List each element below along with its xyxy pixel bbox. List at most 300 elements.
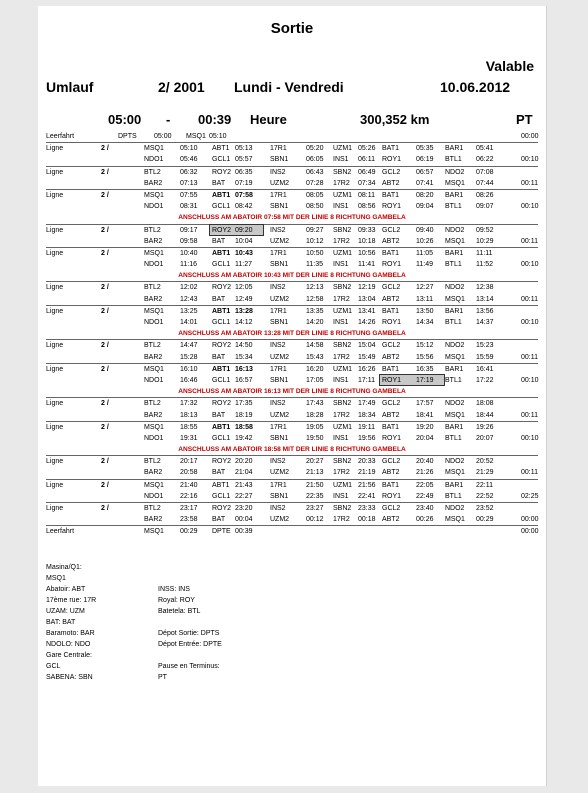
stop-time: 06:19 [416, 156, 434, 164]
legend-entry: PT [158, 674, 167, 681]
line-number: 2 / [101, 226, 109, 234]
stop-code: UZM1 [333, 481, 353, 489]
stop-code: ROY2 [212, 284, 232, 292]
stop-code: GCL2 [382, 458, 401, 466]
stop-code: NDO1 [144, 492, 164, 500]
legend-entry: Royal: ROY [158, 597, 195, 604]
stop-time: 11:49 [416, 261, 433, 269]
stop-time: 17:43 [306, 400, 324, 408]
stop-code: ABT1 [212, 481, 230, 489]
legend-entry: UZAM: UZM [46, 608, 85, 615]
stop-code: 17R1 [270, 423, 287, 431]
legend-entry: GCL [46, 663, 61, 670]
stop-time: 13:14 [476, 295, 494, 303]
stop-time: 05:41 [476, 145, 494, 153]
stop-time: 08:05 [306, 191, 324, 199]
stop-time: 13:35 [306, 307, 324, 315]
legend-entry: Batetela: BTL [158, 608, 201, 615]
stop-time: 21:19 [358, 469, 376, 477]
trip-row [46, 422, 538, 433]
stop-time: 08:11 [358, 191, 375, 199]
stop-time: 13:25 [180, 307, 198, 315]
heure-label: Heure [250, 112, 287, 127]
stop-code: GCL1 [212, 492, 231, 500]
stop-time: 07:44 [476, 179, 494, 187]
stop-time: 12:13 [306, 284, 324, 292]
stop-code: UZM1 [333, 145, 353, 153]
stop-time: 07:13 [180, 179, 198, 187]
stop-code: BAT [212, 237, 226, 245]
trip-row [46, 456, 538, 467]
trip-row [46, 236, 538, 248]
umlauf-label: Umlauf [46, 79, 94, 95]
stop-code: INS2 [270, 400, 286, 408]
stop-code: 17R1 [270, 145, 287, 153]
stop-time: 00:29 [476, 516, 494, 524]
stop-code: SBN2 [333, 168, 352, 176]
stop-time: 19:50 [306, 434, 324, 442]
stop-time: 18:13 [180, 411, 198, 419]
stop-code: 17R2 [333, 237, 350, 245]
stop-code: BAR2 [144, 237, 163, 245]
stop-time: 17:35 [235, 400, 253, 408]
stop-time: 21:40 [180, 481, 198, 489]
stop-time: 23:52 [476, 505, 494, 512]
stop-code: NDO1 [144, 203, 164, 211]
start-time: 05:00 [108, 112, 142, 127]
trip-row [46, 190, 538, 201]
stop-time: 22:16 [180, 492, 198, 500]
trip-row [46, 480, 538, 491]
stop-time: 12:19 [358, 284, 376, 292]
stop-time: 00:39 [235, 528, 253, 536]
stop-time: 11:05 [416, 249, 433, 257]
stop-code: 17R1 [270, 307, 287, 315]
end-time: 00:39 [198, 112, 232, 127]
stop-code: ABT1 [212, 307, 231, 315]
pt-value: 00:10 [521, 156, 539, 164]
total-km: 300,352 km [360, 112, 430, 127]
stop-code: INS2 [270, 505, 286, 512]
stop-code: BAR2 [144, 179, 163, 187]
stop-time: 21:26 [416, 469, 434, 477]
stop-code: ROY1 [382, 492, 402, 500]
stop-code: SBN2 [333, 284, 352, 292]
stop-time: 15:23 [476, 342, 494, 350]
stop-code: INS1 [333, 376, 349, 384]
stop-code: ABT2 [382, 237, 400, 245]
stop-code: UZM2 [270, 353, 290, 361]
stop-time: 12:58 [306, 295, 324, 303]
stop-code: SBN2 [333, 342, 352, 350]
line-number: 2 / [101, 505, 109, 512]
stop-code: INS2 [270, 226, 286, 234]
stop-code: NDO2 [445, 168, 465, 176]
stop-code: MSQ1 [144, 423, 164, 431]
line-number: 2 / [101, 481, 109, 489]
stop-time: 21:29 [476, 469, 494, 477]
legend-entry: 17ème rue: 17R [46, 597, 97, 604]
stop-time: 19:31 [180, 434, 198, 442]
stop-time: 07:34 [358, 179, 376, 187]
stop-code: ROY1 [382, 261, 402, 269]
stop-time: 11:27 [235, 261, 252, 269]
stop-time: 17:49 [358, 400, 376, 408]
line-number: 2 / [101, 284, 109, 292]
stop-time: 14:34 [416, 319, 434, 326]
stop-time: 06:11 [358, 156, 375, 164]
stop-code: INS1 [333, 203, 349, 211]
trip-row [46, 491, 538, 503]
stop-time: 00:26 [416, 516, 434, 524]
stop-time: 21:50 [306, 481, 324, 489]
legend-entry: Gare Centrale: [46, 652, 92, 659]
stop-code: MSQ1 [144, 249, 164, 257]
stop-time: 22:49 [416, 492, 434, 500]
stop-time: 05:46 [180, 156, 198, 164]
stop-code: UZM1 [333, 307, 353, 315]
line-number: 2 / [101, 168, 109, 176]
pt-value: 00:00 [521, 516, 539, 524]
trip-row [46, 514, 538, 526]
pt-value: 00:10 [521, 434, 539, 442]
stop-code: UZM1 [333, 423, 353, 431]
stop-time: 10:40 [180, 249, 198, 257]
stop-code: BTL1 [445, 376, 462, 384]
stop-time: 17:05 [306, 376, 324, 384]
pt-header: PT [516, 112, 533, 127]
stop-code: BAT [212, 353, 226, 361]
stop-time: 15:59 [476, 353, 494, 361]
stop-code: UZM2 [270, 237, 290, 245]
stop-code: MSQ1 [144, 481, 164, 489]
stop-time: 23:27 [306, 505, 324, 512]
stop-code: NDO2 [445, 505, 465, 512]
stop-code: INS1 [333, 261, 349, 269]
stop-code: ABT2 [382, 179, 400, 187]
line-number: 2 / [101, 307, 109, 315]
stop-time: 22:05 [416, 481, 434, 489]
stop-code: BAR2 [144, 516, 163, 524]
stop-time: 13:50 [416, 307, 434, 315]
stop-time: 00:04 [235, 516, 253, 524]
stop-time: 21:56 [358, 481, 376, 489]
stop-code: INS2 [270, 458, 286, 466]
stop-code: ABT1 [212, 145, 230, 153]
stop-time: 20:33 [358, 458, 376, 466]
stop-code: GCL2 [382, 168, 401, 176]
stop-time: 16:26 [358, 365, 376, 373]
stop-time: 18:55 [180, 423, 198, 431]
stop-code: NDO2 [445, 458, 465, 466]
stop-code: GCL1 [212, 156, 231, 164]
stop-time: 10:43 [235, 249, 253, 257]
stop-time: 05:26 [358, 145, 376, 153]
stop-code: ABT2 [382, 411, 400, 419]
stop-code: MSQ1 [186, 133, 206, 140]
stop-code: BAR2 [144, 411, 163, 419]
umlauf-number: 2/ 2001 [158, 79, 205, 95]
pt-value: 02:25 [521, 492, 539, 500]
stop-time: 23:33 [358, 505, 376, 512]
stop-code: BAT1 [382, 249, 399, 257]
row-label: Leerfahrt [46, 528, 75, 536]
pt-value: 00:11 [521, 179, 538, 187]
stop-time: 13:11 [416, 295, 433, 303]
stop-time: 19:42 [235, 434, 253, 442]
stop-time: 09:20 [235, 226, 253, 234]
legend-entry: BAT: BAT [46, 619, 76, 626]
stop-code: NDO2 [445, 226, 465, 234]
stop-time: 11:41 [358, 261, 375, 269]
stop-code: ABT2 [382, 353, 400, 361]
stop-code: GCL2 [382, 342, 401, 350]
stop-time: 10:29 [476, 237, 494, 245]
stop-time: 14:26 [358, 319, 376, 326]
valid-date: 10.06.2012 [440, 79, 511, 95]
stop-time: 21:13 [306, 469, 324, 477]
stop-code: SBN1 [270, 492, 289, 500]
valable-label: Valable [485, 58, 534, 74]
legend-entry: Dépot Entrée: DPTE [158, 641, 222, 648]
stop-code: NDO1 [144, 319, 164, 326]
stop-code: BAR1 [445, 191, 464, 199]
stop-code: GCL2 [382, 505, 401, 512]
stop-time: 22:41 [358, 492, 376, 500]
stop-code: BAR2 [144, 469, 163, 477]
stop-time: 08:42 [235, 203, 253, 211]
stop-code: ABT1 [212, 423, 231, 431]
row-label: Ligne [46, 365, 64, 373]
stop-time: 13:04 [358, 295, 376, 303]
stop-code: MSQ1 [445, 179, 465, 187]
pt-value: 00:11 [521, 411, 538, 419]
line-number: 2 / [101, 249, 109, 257]
stop-code: BAT1 [382, 307, 399, 315]
stop-time: 09:52 [476, 226, 494, 234]
stop-time: 08:20 [416, 191, 434, 199]
trip-row [46, 282, 538, 293]
stop-code: 17R2 [333, 469, 350, 477]
legend-entry: Masina/Q1: [46, 564, 82, 571]
stop-time: 08:50 [306, 203, 324, 211]
legend-entry [158, 650, 222, 661]
stop-time: 09:04 [416, 203, 434, 211]
timetable-sheet [38, 6, 547, 786]
connection-notice: ANSCHLUSS AM ABATOIR 16:13 MIT DER LINIE 8 RICHTUNG GAMBELA [46, 386, 538, 398]
stop-code: GCL2 [382, 226, 401, 234]
stop-code: GCL1 [212, 434, 231, 442]
stop-time: 06:57 [416, 168, 434, 176]
trip-row [46, 352, 538, 364]
stop-code: GCL1 [212, 376, 231, 384]
stop-code: GCL1 [212, 261, 231, 269]
stop-code: BTL2 [144, 168, 161, 176]
stop-code: BTL2 [144, 458, 161, 466]
stop-time: 11:16 [180, 261, 197, 269]
stop-code: ROY2 [212, 342, 232, 350]
connection-notice: ANSCHLUSS AM ABATOIR 13:28 MIT DER LINIE 8 RICHTUNG GAMBELA [46, 328, 538, 340]
stop-code: ROY2 [212, 226, 232, 234]
stop-code: MSQ1 [445, 411, 465, 419]
stop-time: 12:05 [235, 284, 253, 292]
stop-time: 00:12 [306, 516, 324, 524]
stop-time: 00:29 [180, 528, 198, 536]
stop-code: BAT [212, 516, 226, 524]
stop-code: SBN2 [333, 458, 352, 466]
stop-code: BTL1 [445, 203, 462, 211]
connection-notice: ANSCHLUSS AM ABATOIR 18:58 MIT DER LINIE 8 RICHTUNG GAMBELA [46, 444, 538, 456]
stop-time: 22:11 [476, 481, 493, 489]
stop-code: GCL2 [382, 284, 401, 292]
stop-code: UZM1 [333, 249, 353, 257]
legend-entry [158, 617, 222, 628]
stop-code: MSQ1 [144, 528, 164, 536]
stop-code: NDO1 [144, 434, 164, 442]
stop-code: ABT1 [212, 365, 231, 373]
stop-code: BAT1 [382, 191, 399, 199]
stop-code: UZM2 [270, 179, 290, 187]
stop-time: 20:17 [180, 458, 198, 466]
stop-time: 07:41 [416, 179, 434, 187]
trip-row [46, 340, 538, 351]
stop-time: 14:37 [476, 319, 494, 326]
stop-time: 06:32 [180, 168, 198, 176]
stop-code: SBN2 [333, 400, 352, 408]
stop-code: BAR1 [445, 249, 464, 257]
pt-value: 00:11 [521, 295, 538, 303]
stop-time: 11:11 [476, 249, 493, 257]
legend-entry: Abatoir: ABT [46, 586, 86, 593]
row-label: Ligne [46, 226, 64, 234]
stop-time: 16:46 [180, 376, 198, 384]
stop-time: 14:20 [306, 319, 324, 326]
connection-notice: ANSCHLUSS AM ABATOIR 10:43 MIT DER LINIE 8 RICHTUNG GAMBELA [46, 270, 538, 282]
stop-code: SBN1 [270, 156, 289, 164]
stop-time: 18:28 [306, 411, 324, 419]
trip-row [46, 433, 538, 444]
stop-time: 15:43 [306, 353, 324, 361]
stop-time: 12:27 [416, 284, 434, 292]
stop-time: 18:44 [476, 411, 494, 419]
stop-code: ABT1 [212, 191, 231, 199]
stop-code: ABT1 [212, 249, 231, 257]
stop-code: GCL1 [212, 319, 231, 326]
stop-time: 14:58 [306, 342, 324, 350]
stop-time: 07:19 [235, 179, 253, 187]
stop-time: 14:47 [180, 342, 198, 350]
stop-time: 09:17 [180, 226, 198, 234]
stop-code: ROY2 [212, 505, 232, 512]
stop-code: INS1 [333, 492, 349, 500]
stop-code: 17R2 [333, 411, 350, 419]
stop-code: BAT1 [382, 423, 399, 431]
legend-entry: Pause en Terminus: [158, 663, 220, 670]
stop-time: 17:32 [180, 400, 198, 408]
stop-code: MSQ1 [445, 516, 465, 524]
stop-time: 19:20 [416, 423, 434, 431]
pt-value: 00:11 [521, 469, 538, 477]
trip-row [46, 364, 538, 375]
stop-code: UZM2 [270, 469, 290, 477]
row-label: Ligne [46, 191, 64, 199]
time-dash: - [166, 112, 171, 127]
trip-row [46, 398, 538, 409]
stop-time: 11:35 [306, 261, 323, 269]
page-title: Sortie [270, 20, 314, 37]
stop-time: 23:40 [416, 505, 434, 512]
stop-time: 23:58 [180, 516, 198, 524]
row-label: Ligne [46, 458, 64, 466]
stop-code: BAT1 [382, 481, 399, 489]
stop-code: 17R2 [333, 295, 350, 303]
stop-time: 23:20 [235, 505, 253, 512]
stop-time: 17:22 [476, 376, 494, 384]
stop-time: 17:19 [416, 376, 434, 384]
stop-time: 22:27 [235, 492, 253, 500]
stop-code: GCL2 [382, 400, 401, 408]
stop-code: UZM1 [333, 365, 353, 373]
leerfahrt-row [46, 526, 538, 537]
stop-code: BTL2 [144, 284, 161, 292]
stop-code: BAR1 [445, 307, 464, 315]
line-number: 2 / [101, 400, 109, 408]
row-label: Ligne [46, 400, 64, 408]
trip-row [46, 143, 538, 154]
stop-time: 20:20 [235, 458, 253, 466]
stop-time: 15:04 [358, 342, 376, 350]
stop-time: 21:43 [235, 481, 253, 489]
stop-time: 13:41 [358, 307, 376, 315]
stop-time: 08:56 [358, 203, 376, 211]
stop-time: 15:49 [358, 353, 376, 361]
stop-code: SBN2 [333, 226, 352, 234]
connection-notice: ANSCHLUSS AM ABATOIR 07:58 MIT DER LINIE 8 RICHTUNG GAMBELA [46, 212, 538, 224]
stop-code: MSQ1 [445, 237, 465, 245]
stop-code: BAR1 [445, 423, 464, 431]
stop-code: NDO2 [445, 400, 465, 408]
stop-code: NDO1 [144, 376, 164, 384]
stop-code: INS1 [333, 156, 349, 164]
stop-code: BTL2 [144, 400, 161, 408]
stop-code: ROY1 [382, 156, 402, 164]
leerfahrt-row [46, 131, 538, 143]
stop-code: BTL2 [144, 342, 161, 350]
stop-code: NDO2 [445, 342, 465, 350]
stop-code: UZM2 [270, 411, 290, 419]
stop-time: 05:10 [180, 145, 198, 153]
stop-time: 09:33 [358, 226, 376, 234]
stop-time: 10:12 [306, 237, 324, 245]
stop-code: UZM1 [333, 191, 353, 199]
stop-time: 18:19 [235, 411, 253, 419]
stop-code: ROY2 [212, 458, 232, 466]
row-label: Ligne [46, 307, 64, 315]
stop-code: BAR1 [445, 365, 464, 373]
stop-time: 19:05 [306, 423, 324, 431]
line-number: 2 / [101, 145, 109, 153]
stop-code: ABT2 [382, 516, 400, 524]
stop-code: NDO2 [445, 284, 465, 292]
stop-time: 18:08 [476, 400, 494, 408]
stop-code: INS2 [270, 284, 286, 292]
stop-time: 12:49 [235, 295, 253, 303]
stop-time: 05:20 [306, 145, 324, 153]
legend-entry: NDOLO: NDO [46, 641, 91, 648]
stop-code: UZM2 [270, 516, 290, 524]
service-days: Lundi - Vendredi [234, 79, 344, 95]
stop-time: 20:52 [476, 458, 494, 466]
